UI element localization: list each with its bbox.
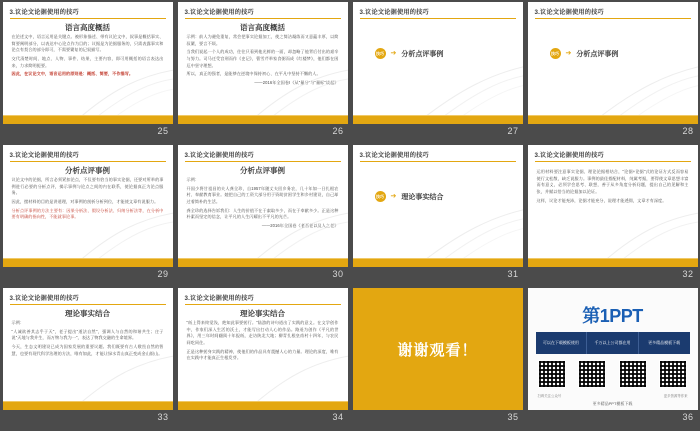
slide-subtitle: 语言高度概括 <box>240 23 285 32</box>
logo-suffix: PPT <box>609 306 643 326</box>
paragraph: 交代清楚时间、地点、人物、事件、结果，主要内容，即可用概括的语言表达出来，力求简明扼要。 <box>11 55 164 68</box>
arrow-right-icon: ➔ <box>390 193 397 200</box>
paragraph: "人诚欲善其志乎于天"，老子提出"道法自然"，强调人与自然的和谐共生；庄子说"天地与我并生，而万物与我为一"，表达了物我交融的生命境界。 <box>11 328 164 341</box>
thanks-text: 谢谢观看！ <box>397 341 478 359</box>
section-bullet <box>375 191 444 202</box>
logo-prefix: 第 <box>582 306 600 326</box>
qr-captions <box>538 393 688 398</box>
qr-row <box>538 360 688 388</box>
paragraph: 开国少将甘祖昌的夫人龚全珍，自1957年随丈夫回乡务农，几十年如一日扎根农村、奉献教育事业。她把自己的工资大部分用于资助贫困学生和乡村建设，自己却过着简朴的生活。 <box>186 185 339 204</box>
band-item: 可以在下载模板使用 <box>542 340 579 346</box>
footer-bar <box>353 116 523 124</box>
slide-header <box>178 288 348 302</box>
section-bullet <box>375 48 444 59</box>
slide-subtitle: 分析点评事例 <box>240 166 285 175</box>
title-rule <box>360 18 516 19</box>
title-rule <box>535 161 691 162</box>
slide-number: 32 <box>682 269 694 279</box>
slide-cell[interactable] <box>2 2 173 143</box>
footer-bar <box>353 259 523 267</box>
footer-bar <box>178 402 348 410</box>
slide-cell[interactable] <box>352 288 523 429</box>
slide-header <box>3 2 173 16</box>
footer-bar <box>3 402 173 410</box>
slide-title: 3.议论文论据使用的技巧 <box>184 9 254 16</box>
slide-33[interactable] <box>3 288 173 410</box>
paragraph: 示例： <box>11 320 25 325</box>
slide-body <box>12 34 164 80</box>
footer-bar <box>528 259 698 267</box>
slide-cell[interactable] <box>527 2 698 143</box>
paragraph: 这样，议论才能充沛，论据才能充分，说理才能透彻，文章才有深度。 <box>536 197 667 203</box>
qr-code-icon <box>619 360 647 388</box>
band-item: 千万以上公司都在用 <box>586 332 639 354</box>
slide-body <box>537 169 689 206</box>
slide-header <box>353 145 523 159</box>
site-footer: 更多精品PPT模板下载 <box>592 401 633 406</box>
badge-icon: 技巧 <box>375 191 386 202</box>
slide-header <box>3 145 173 159</box>
slide-body <box>12 177 164 223</box>
slide-31[interactable] <box>353 145 523 267</box>
title-rule <box>185 161 341 162</box>
slide-subtitle: 语言高度概括 <box>65 23 110 32</box>
slide-29[interactable] <box>3 145 173 267</box>
slide-header <box>178 2 348 16</box>
slide-cell[interactable] <box>352 145 523 286</box>
footer-bar <box>3 116 173 124</box>
info-band <box>536 332 690 354</box>
qr-code-icon <box>538 360 566 388</box>
arrow-right-icon: ➔ <box>390 50 397 57</box>
slide-body <box>187 177 339 229</box>
slide-36-resources[interactable] <box>528 288 698 410</box>
paragraph-highlight: 因此，在议论文中，语言运用的原则是：概括、简要，不作描写。 <box>11 71 134 77</box>
title-rule <box>185 304 341 305</box>
paragraph: 所以，真正的强者，是能够在逆境中保持初心、在平凡中坚持不懈的人。 <box>186 71 321 77</box>
slide-title: 3.议论文论据使用的技巧 <box>184 295 254 302</box>
badge-icon: 技巧 <box>550 48 561 59</box>
caption-left: 扫码关注公众号 <box>537 394 562 398</box>
slide-number: 26 <box>332 126 344 136</box>
slide-number: 28 <box>682 126 694 136</box>
slide-title: 3.议论文论据使用的技巧 <box>534 9 604 16</box>
slide-number: 36 <box>682 412 694 422</box>
footer-bar <box>528 116 698 124</box>
site-logo <box>528 302 698 328</box>
slide-number: 30 <box>332 269 344 279</box>
section-bullet <box>550 48 619 59</box>
source-citation: ——2016年全国卷《老吾老以及人之老》 <box>261 222 339 228</box>
slide-header <box>528 2 698 16</box>
paragraph: 在论述文中，语言运用是关键点。被形象描述、带有议论文中，叙事是概括事实、简要阐明部分，以表达中心论点作为目的；议据是为论据服务的，只需表露事实和论点有契合的部分即可，不需要繁复的记叙描写。 <box>11 34 164 53</box>
bullet-label: 理论事实结合 <box>401 193 444 201</box>
paragraph: 示例：前人为避免重复，常会把事实论据加工，使之简洁凝练而又意蕴丰厚，以简驭繁，要言不烦。 <box>186 34 339 46</box>
slide-subtitle: 理论事实结合 <box>240 309 285 318</box>
slide-32[interactable] <box>528 145 698 267</box>
caption-right: 更多资源等你来 <box>663 394 688 398</box>
slide-subtitle: 分析点评事例 <box>65 166 110 175</box>
slide-28[interactable] <box>528 2 698 124</box>
slide-26[interactable] <box>178 2 348 124</box>
paragraph: 运用材料要注意事实论据、理论论据相结合，"论据+论据"式的论证方式反而容易使行文松散，缺乏说服力。事例的最佳搭配材料，纯属考据，要得使文章思想丰富而有意义，必须学会思考、联想，善于从多角度分析问题，提出自己的见解和主张，并赋以恰当的论据加以论证。 <box>536 169 689 194</box>
source-citation: ——2016年全国卷Ⅰ《从"量分"与"量标"谈起》 <box>254 79 339 85</box>
title-rule <box>10 18 166 19</box>
slide-subtitle: 理论事实结合 <box>65 309 110 318</box>
slide-number: 29 <box>157 269 169 279</box>
slide-cell[interactable] <box>527 288 698 429</box>
slide-body <box>187 34 339 86</box>
title-rule <box>360 161 516 162</box>
slide-body <box>187 320 339 364</box>
slide-30[interactable] <box>178 145 348 267</box>
logo-number: 1 <box>599 306 610 326</box>
slide-cell[interactable] <box>527 145 698 286</box>
paragraph: "纸上得来终觉浅，绝知此事要躬行。"陆游的诗句道出了实践的意义。在文学创作中，作家们深入生活的沃土，才能写出打动人心的作品。路遥为创作《平凡的世界》，用三年时间翻阅十年报纸，走访陕北大地；柳青扎根皇甫村十四年，与农民同吃同住。 <box>186 320 339 345</box>
paragraph: 示例： <box>186 177 200 182</box>
slide-header <box>178 145 348 159</box>
slide-body <box>12 320 164 359</box>
slide-cell[interactable] <box>177 288 348 429</box>
footer-bar <box>178 259 348 267</box>
bullet-label: 分析点评事例 <box>576 50 619 58</box>
band-item: 更多精品模板下载 <box>648 340 681 346</box>
qr-code-icon <box>659 360 687 388</box>
slide-34[interactable] <box>178 288 348 410</box>
slide-title: 3.议论文论据使用的技巧 <box>534 152 604 159</box>
slide-number: 33 <box>157 412 169 422</box>
slide-number: 34 <box>332 412 344 422</box>
slide-cell[interactable] <box>2 288 173 429</box>
decorative-swoosh <box>417 177 523 263</box>
paragraph: 当我们说起一个人的成功，往往只看到他光鲜的一面，却忽略了他背后付出的艰辛与努力。司马迁受宫刑而作《史记》，曹雪芹举家食粥而成《红楼梦》，他们都在困厄中坚守理想。 <box>186 49 339 68</box>
footer-bar <box>3 259 173 267</box>
title-rule <box>10 161 166 162</box>
slide-number: 35 <box>507 412 519 422</box>
decorative-swoosh <box>417 34 523 120</box>
title-rule <box>535 18 691 19</box>
slide-number: 25 <box>157 126 169 136</box>
paragraph: 今天，生态文明建设已成为国家发展的重要议题。我们既要有古人敬畏自然的智慧，也要有现代科学治理的方法，唯有如此，才能让绿水青山真正变成金山银山。 <box>11 343 164 356</box>
title-rule <box>185 18 341 19</box>
slide-number: 31 <box>507 269 519 279</box>
bullet-label: 分析点评事例 <box>401 50 444 58</box>
slide-cell[interactable] <box>352 2 523 143</box>
slide-title: 3.议论文论据使用的技巧 <box>9 295 79 302</box>
slide-35-thanks[interactable] <box>353 288 523 410</box>
decorative-swoosh <box>592 34 698 120</box>
slide-cell[interactable] <box>177 145 348 286</box>
slide-title: 3.议论文论据使用的技巧 <box>9 152 79 159</box>
qr-code-icon <box>578 360 606 388</box>
slide-header <box>353 2 523 16</box>
paragraph-highlight: 分析点评事例的方法主要有：因果分析法、假设分析法、归纳分析法等，在分析中要有明确的指向性，不能就事论事。 <box>11 207 164 220</box>
footer-bar <box>178 116 348 124</box>
slide-cell[interactable] <box>2 145 173 286</box>
badge-icon: 技巧 <box>375 48 386 59</box>
slide-25[interactable] <box>3 2 173 124</box>
arrow-right-icon: ➔ <box>565 50 572 57</box>
paragraph: 因此，摆材料的目的是讲道理，对事例的剖析分析到位，才能使文章有说服力。 <box>11 198 159 204</box>
title-rule <box>10 304 166 305</box>
paragraph: 议论文中的论据，所言必须紧扣论点，不仅要有恰当的事实论据，还要对所举的事例进行必要的分析点评，揭示事例与论点之间的内在联系，使论据真正为论点服务。 <box>11 177 164 196</box>
paragraph: 正是这种躬身实践的精神，使他们的作品具有震撼人心的力量。理论的深度，唯有在实践中才能真正生根发芽。 <box>186 348 339 361</box>
paragraph: 龚全珍的选择告诉我们：人生的价值不在于索取多少，而在于奉献多少。正是这种朴素而坚定的信念，让平凡的人生闪耀出不平凡的光芒。 <box>186 207 339 220</box>
slide-title: 3.议论文论据使用的技巧 <box>359 152 429 159</box>
slide-cell[interactable] <box>177 2 348 143</box>
slide-header <box>528 145 698 159</box>
slide-title: 3.议论文论据使用的技巧 <box>359 9 429 16</box>
slide-title: 3.议论文论据使用的技巧 <box>184 152 254 159</box>
slide-header <box>3 288 173 302</box>
slide-27[interactable] <box>353 2 523 124</box>
slide-title: 3.议论文论据使用的技巧 <box>9 9 79 16</box>
slide-number: 27 <box>507 126 519 136</box>
